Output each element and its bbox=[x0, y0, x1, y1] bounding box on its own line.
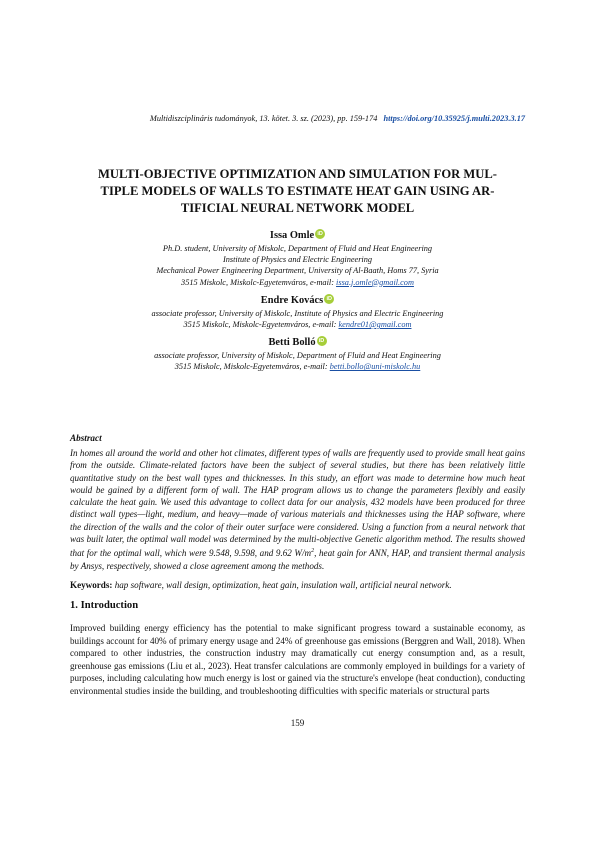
author-name bbox=[70, 336, 525, 350]
author-name-text: Issa Omle bbox=[269, 230, 315, 241]
affiliation-line: associate professor, University of Miskolc, Department of Fluid and Heat Engineering bbox=[154, 351, 441, 361]
address-line bbox=[70, 277, 525, 288]
address-text: 3515 Miskolc, Miskolc-Egyetemváros, e-mail: bbox=[183, 320, 339, 330]
abstract-text-part: In homes all around the world and other hot climates, different types of walls are frequently used to provide small heat gains from the outside. Climate-related factors have been the subject of several studies, but there has been relatively little quantitative study on the best wall types and thicknesses. In this study, an effort was made to determine how much heat would be gained by a different form of wall. The HAP program allows us to change the parameters flexibly and easily calculate the heat gain. We used this advantage to collect data for our analysis, 432 models have been produced for three distinct wall types—light, medium, and heavy—made of various materials and thicknesses using the HAP software, where the direction of the walls and the color of their outer surface were considered. Using a function from a neural network that was built later, the optimal wall model was determined by the multi-objective Genetic algorithm method. The results showed that for the optimal wall, which were 9.548, 9.598, and 9.62 W/m bbox=[70, 448, 525, 559]
abstract-section bbox=[70, 432, 525, 591]
paper-title bbox=[70, 166, 525, 217]
orcid-icon[interactable]: iD bbox=[324, 294, 334, 304]
keywords bbox=[70, 579, 525, 591]
journal-citation: Multidiszciplináris tudományok, 13. kötet. 3. sz. (2023), pp. 159-174 bbox=[149, 114, 378, 123]
author-block bbox=[70, 294, 525, 330]
abstract-text bbox=[70, 447, 525, 572]
author-list bbox=[70, 229, 525, 379]
address-line bbox=[70, 361, 525, 372]
affiliation-line: associate professor, University of Miskolc, Institute of Physics and Electric Engineering bbox=[151, 308, 444, 318]
title-line: TIFICIAL NEURAL NETWORK MODEL bbox=[180, 201, 415, 215]
doi-link[interactable]: https://doi.org/10.35925/j.multi.2023.3.17 bbox=[383, 114, 525, 123]
title-line: TIPLE MODELS OF WALLS TO ESTIMATE HEAT GAIN USING AR- bbox=[100, 184, 495, 198]
affiliation-line: Ph.D. student, University of Miskolc, Department of Fluid and Heat Engineering bbox=[162, 244, 433, 253]
author-name bbox=[70, 229, 525, 243]
author-block bbox=[70, 229, 525, 288]
orcid-icon[interactable]: iD bbox=[315, 229, 325, 239]
author-name-text: Endre Kovács bbox=[260, 294, 324, 306]
keywords-text: hap software, wall design, optimization, heat gain, insulation wall, artificial neural network. bbox=[112, 580, 452, 590]
author-name bbox=[70, 294, 525, 308]
address-line bbox=[70, 319, 525, 330]
running-head bbox=[70, 114, 525, 123]
author-block bbox=[70, 336, 525, 372]
abstract-heading: Abstract bbox=[70, 433, 102, 443]
section-heading: 1. Introduction bbox=[70, 600, 139, 611]
address-text: 3515 Miskolc, Miskolc-Egyetemváros, e-mail: bbox=[181, 277, 337, 287]
abstract-text-part: , heat gain for ANN, HAP, and transient thermal analysis by Ansys, respectively, showed a close agreement among the methods. bbox=[70, 548, 525, 571]
affiliation-line: Mechanical Power Engineering Department, University of Al-Baath, Homs 77, Syria bbox=[156, 266, 439, 276]
affiliation-line: Institute of Physics and Electric Engineering bbox=[222, 255, 373, 265]
page-number: 159 bbox=[290, 718, 305, 728]
keywords-label: Keywords: bbox=[70, 580, 113, 590]
title-line: MULTI-OBJECTIVE OPTIMIZATION AND SIMULATION FOR MUL- bbox=[98, 167, 497, 181]
superscript: 2 bbox=[311, 548, 315, 555]
page bbox=[70, 0, 525, 842]
email-link[interactable]: kendre01@gmail.com bbox=[338, 320, 412, 330]
email-link[interactable]: betti.bollo@uni-miskolc.hu bbox=[329, 362, 421, 372]
address-text: 3515 Miskolc, Miskolc-Egyetemváros, e-mail: bbox=[174, 362, 330, 372]
body-paragraph: Improved building energy efficiency has the potential to make significant progress toward a sustainable economy, as buildings account for 40% of primary energy usage and 24% of greenhouse gas emissions (Berggren and Wall, 2018). When compared to other industries, the construction industry may dramatically cut energy consumption and, as a result, greenhouse gas emissions (Liu et al., 2023). Heat transfer calculations are commonly employed in buildings for a variety of purposes, including calculating how much energy is lost or gained via the structure's envelope (heat conduction), conducting environmental studies inside the building, and troubleshooting difficulties with specific materials or structural parts bbox=[70, 623, 525, 696]
orcid-icon[interactable]: iD bbox=[317, 336, 327, 346]
email-link[interactable]: issa.j.omle@gmail.com bbox=[336, 277, 414, 287]
author-name-text: Betti Bolló bbox=[268, 337, 316, 349]
